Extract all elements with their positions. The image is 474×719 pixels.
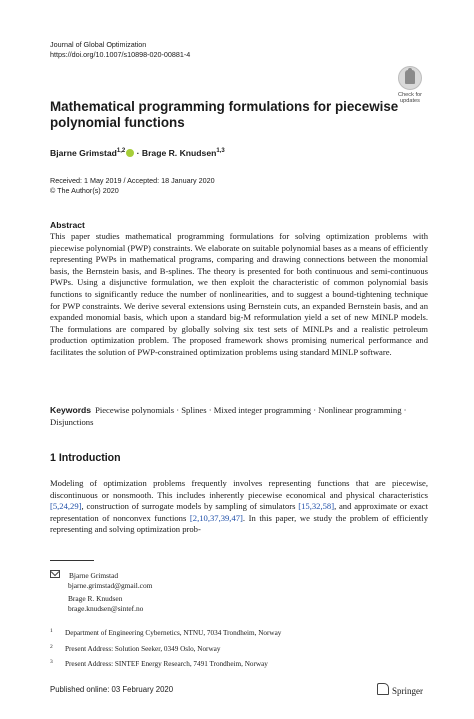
journal-header	[50, 40, 190, 60]
bookmark-icon	[398, 66, 422, 90]
paper-title: Mathematical programming formulations for piecewise polynomial functions	[50, 99, 399, 130]
published-online: Published online: 03 February 2020	[50, 685, 174, 694]
author-2[interactable]: Brage R. Knudsen	[141, 148, 217, 158]
contact-email-2[interactable]: brage.knudsen@sintef.no	[68, 603, 144, 613]
received-accepted: Received: 1 May 2019 / Accepted: 18 January 2020	[50, 176, 215, 185]
author-2-affiliation: 1,3	[216, 148, 225, 155]
abstract-text: This paper studies mathematical programming formulations for solving optimization problems with piecewise polynomial (PWP) constraints. We elaborate on suitable polynomial bases as a means of efficiently representing PWPs in mathematical programs, comparing and drawing connections between the monomial basis, the Bernstein basis, and B-splines. The theory is presented for both continuous and semi-continuous PWPs. Using a disjunctive formulation, we then exploit the characteristic of common polynomial basis functions to significantly reduce the number of nonlinearities, and to suggest a bound-tightening technique for PWP constraints. We derive several extensions using Bernstein cuts, an expanded Bernstein basis, and an expanded monomial basis, which upon a standard big-M reformulation yield a set of new MINLP models. The formulations are compared by globally solving six test sets of MINLPs and a realistic petroleum production optimization problem. The proposed framework shows promising numerical performance and facilitates the solution of PWP-constrained optimization problems using standard MINLP software.	[50, 231, 428, 357]
check-updates-line2: updates	[400, 98, 420, 104]
envelope-icon	[50, 570, 60, 578]
intro-text-3: , and approximate or exact representation of nonconvex functions	[50, 501, 428, 523]
affiliation-number: 2	[50, 644, 53, 650]
citation-link[interactable]: [5,24,29]	[50, 501, 82, 512]
intro-paragraph	[50, 478, 428, 536]
affiliation-3	[50, 658, 268, 669]
check-updates-line1: Check for	[398, 92, 422, 98]
affiliation-1	[50, 627, 281, 638]
citation-link[interactable]: [2,10,37,39,47]	[189, 512, 243, 523]
author-1[interactable]: Bjarne Grimstad	[50, 148, 117, 158]
publisher-name: Springer	[392, 686, 423, 696]
journal-name: Journal of Global Optimization	[50, 40, 147, 49]
author-1-affiliation: 1,2	[116, 148, 126, 155]
affiliation-2	[50, 643, 220, 654]
contact-name-1: Bjarne Grimstad	[69, 571, 119, 580]
affiliation-text: Present Address: SINTEF Energy Research, 7491 Trondheim, Norway	[65, 660, 268, 668]
affiliation-text: Department of Engineering Cybernetics, NTNU, 7034 Trondheim, Norway	[65, 629, 282, 637]
affiliation-text: Present Address: Solution Seeker, 0349 Oslo, Norway	[65, 645, 221, 653]
affiliation-number: 1	[50, 628, 53, 634]
keywords-text: Piecewise polynomials · Splines · Mixed integer programming · Nonlinear programming · Disjunctions	[50, 405, 407, 427]
corresponding-contact	[50, 570, 152, 613]
keywords	[50, 405, 428, 428]
footnote-divider	[50, 560, 94, 561]
doi-link[interactable]: https://doi.org/10.1007/s10898-020-00881-4	[50, 50, 191, 59]
contact-email-1[interactable]: bjarne.grimstad@gmail.com	[68, 580, 153, 590]
section-heading: 1 Introduction	[50, 452, 121, 464]
citation-link[interactable]: [15,32,58]	[298, 501, 335, 512]
keywords-heading: Keywords	[50, 405, 92, 415]
author-list	[50, 148, 225, 158]
abstract-heading: Abstract	[50, 220, 85, 230]
intro-text-4: . In this paper, we study the problem of efficiently representing and solving optimization prob-	[50, 512, 428, 535]
publication-dates	[50, 176, 215, 196]
publisher-logo	[377, 683, 423, 696]
springer-horse-icon	[377, 683, 389, 695]
intro-text-2: , construction of surrogate models by sampling of simulators	[81, 501, 299, 512]
author-separator: ·	[134, 148, 142, 158]
intro-text-1: Modeling of optimization problems frequently involves representing functions that are piecewise, discontinuous or nonsmooth. This includes inherently piecewise economical and physical characteristics	[50, 478, 428, 500]
affiliation-number: 3	[50, 659, 53, 665]
contact-name-2: Brage R. Knudsen	[68, 594, 123, 604]
copyright: © The Author(s) 2020	[50, 186, 119, 195]
